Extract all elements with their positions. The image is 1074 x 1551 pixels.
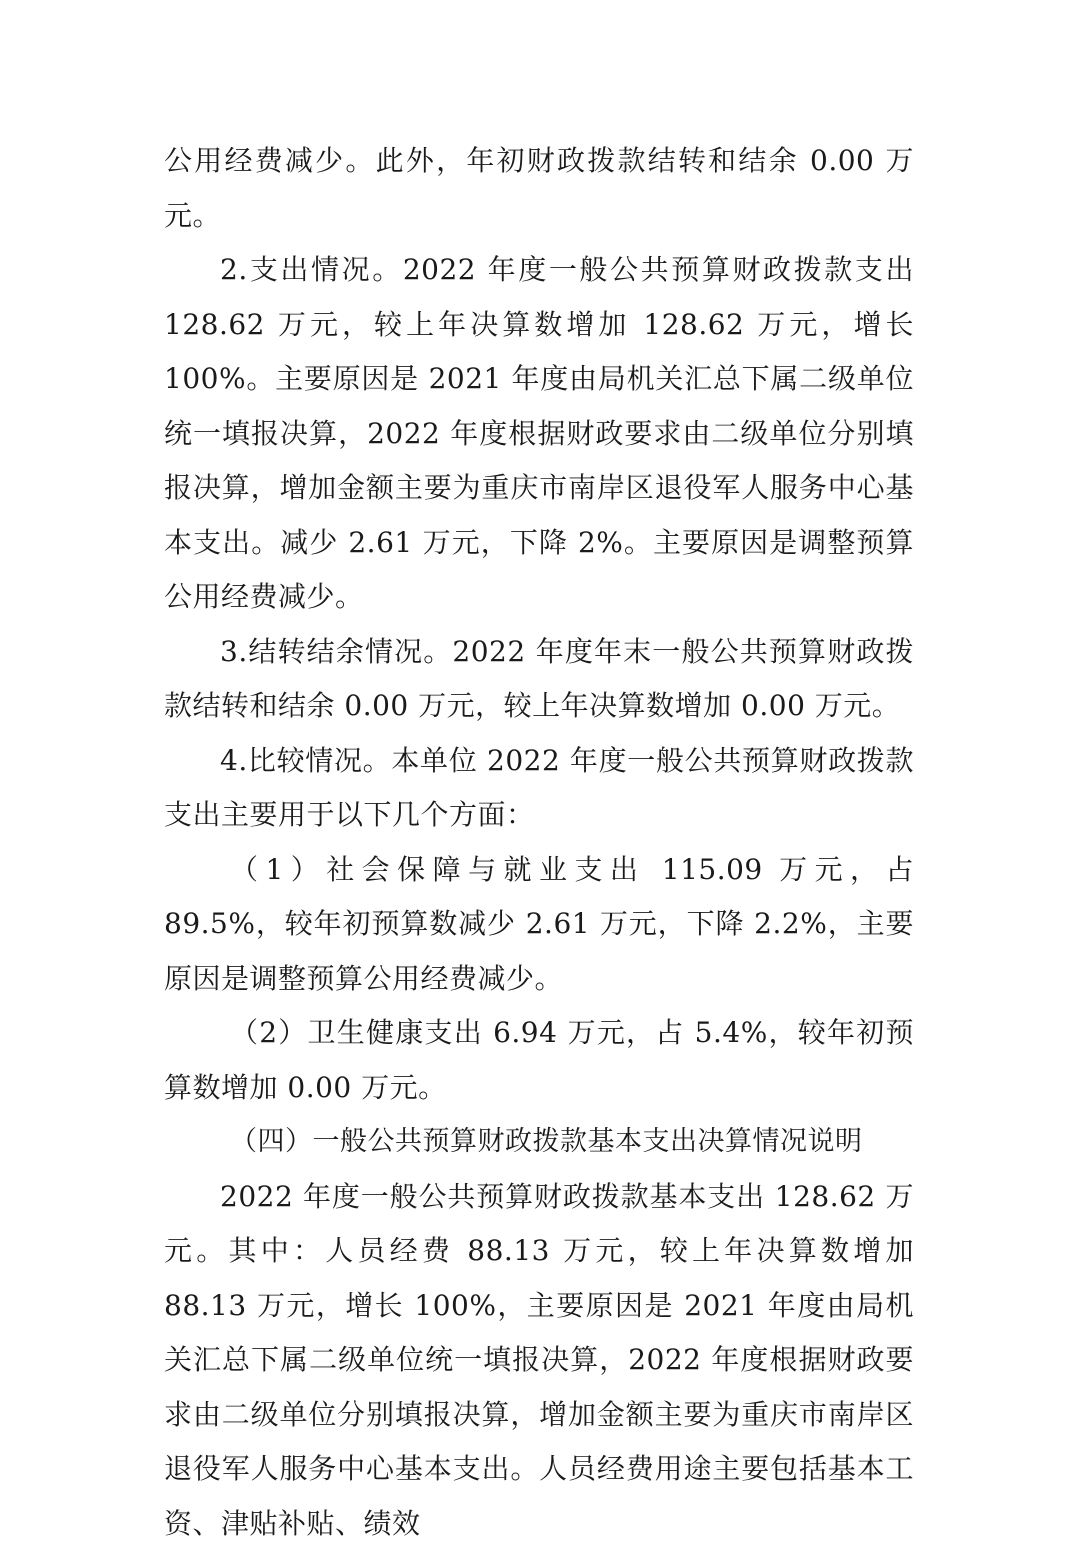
- paragraph-health: （2）卫生健康支出 6.94 万元，占 5.4%，较年初预算数增加 0.00 万元。: [164, 1006, 914, 1115]
- paragraph-comparison: 4.比较情况。本单位 2022 年度一般公共预算财政拨款支出主要用于以下几个方面：: [164, 734, 914, 843]
- document-body: [164, 134, 914, 1551]
- paragraph-social-security: （1）社会保障与就业支出 115.09 万元，占 89.5%，较年初预算数减少 2.61 万元，下降 2.2%，主要原因是调整预算公用经费减少。: [164, 843, 914, 1007]
- paragraph-continued: 公用经费减少。此外，年初财政拨款结转和结余 0.00 万元。: [164, 134, 914, 243]
- paragraph-carryover: 3.结转结余情况。2022 年度年末一般公共预算财政拨款结转和结余 0.00 万元，较上年决算数增加 0.00 万元。: [164, 625, 914, 734]
- paragraph-expenditure: 2.支出情况。2022 年度一般公共预算财政拨款支出 128.62 万元，较上年决算数增加 128.62 万元，增长 100%。主要原因是 2021 年度由局机关汇总下属二级单位统一填报决算，2022 年度根据财政要求由二级单位分别填报决算，增加金额主要为重庆市南岸区退役军人服务中心基本支出。减少 2.61 万元，下降 2%。主要原因是调整预算公用经费减少。: [164, 243, 914, 625]
- paragraph-basic-expenditure: 2022 年度一般公共预算财政拨款基本支出 128.62 万元。其中：人员经费 88.13 万元，较上年决算数增加 88.13 万元，增长 100%，主要原因是 2021 年度由局机关汇总下属二级单位统一填报决算，2022 年度根据财政要求由二级单位分别填报决算，增加金额主要为重庆市南岸区退役军人服务中心基本支出。人员经费用途主要包括基本工资、津贴补贴、绩效: [164, 1170, 914, 1551]
- section-heading: （四）一般公共预算财政拨款基本支出决算情况说明: [164, 1115, 914, 1170]
